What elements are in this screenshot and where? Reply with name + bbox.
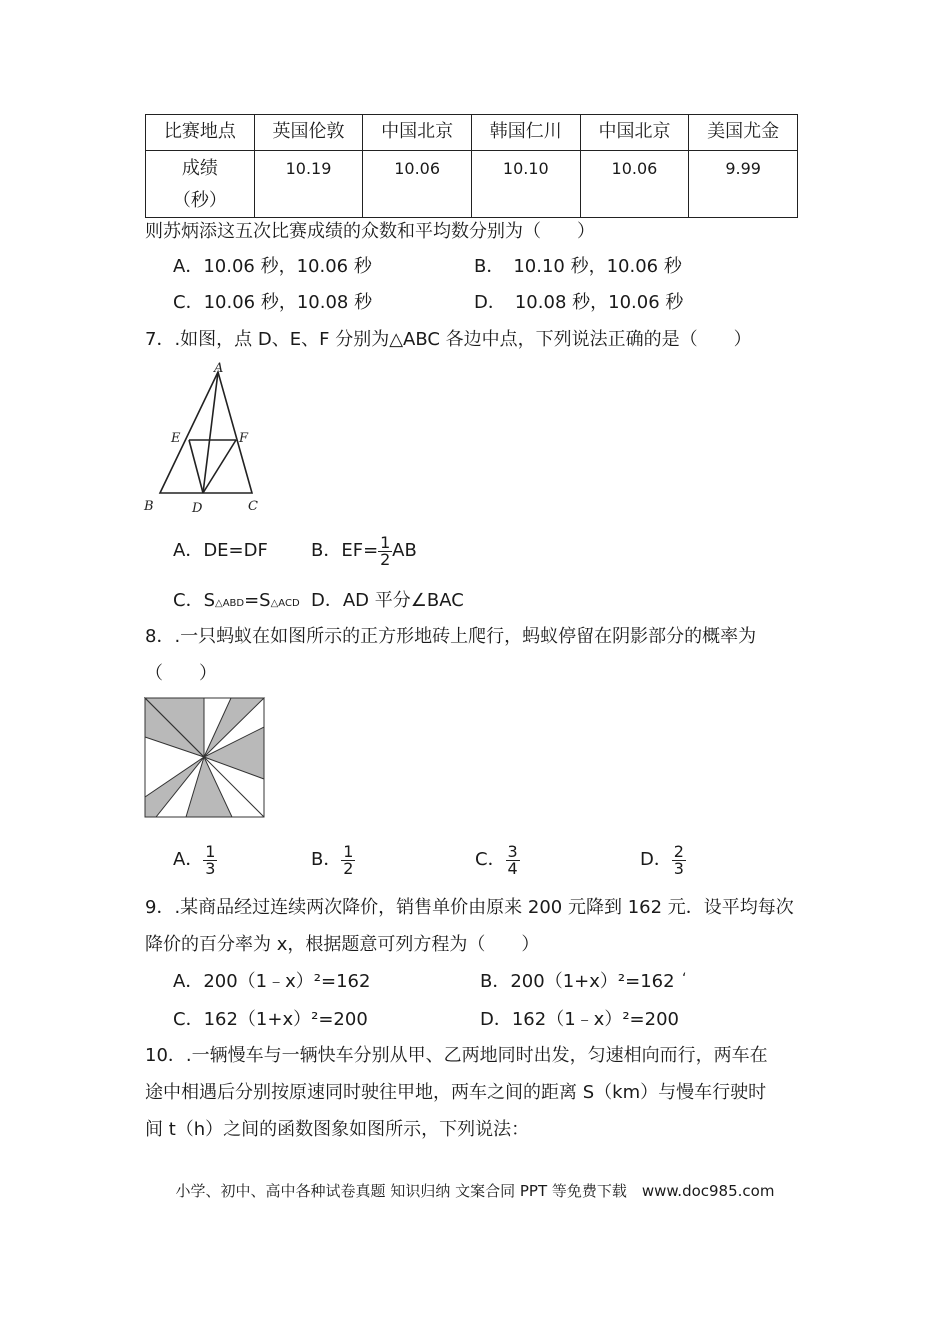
vertex-label-b: B xyxy=(144,499,154,514)
fraction: $\frac{3}{4}$ xyxy=(507,841,518,878)
q9-option-a[interactable]: A．200（1﹣x）²=162 xyxy=(173,971,371,992)
table-cell: 9.99 xyxy=(689,151,798,218)
q6-option-b[interactable]: B． 10.10 秒，10.06 秒 xyxy=(474,256,682,277)
q7-option-b[interactable]: B．EF= $\frac{1}{2}$ AB xyxy=(311,532,417,569)
q9-option-d[interactable]: D．162（1﹣x）²=200 xyxy=(480,1009,679,1030)
table-header-cell: 英国伦敦 xyxy=(254,115,363,151)
q8-option-d[interactable]: D． $\frac{2}{3}$ xyxy=(640,841,684,878)
q8-option-c[interactable]: C． $\frac{3}{4}$ xyxy=(475,841,518,878)
fraction: $\frac{1}{2}$ xyxy=(343,841,354,878)
table-cell: 10.06 xyxy=(363,151,472,218)
q9-option-c[interactable]: C．162（1+x）²=200 xyxy=(173,1009,368,1030)
q7-option-a[interactable]: A．DE=DF xyxy=(173,540,268,561)
table-header-cell: 美国尤金 xyxy=(689,115,798,151)
q6-option-d[interactable]: D． 10.08 秒，10.06 秒 xyxy=(474,292,684,313)
table-row-label: 成绩 （秒） xyxy=(146,151,255,218)
fraction: $\frac{1}{3}$ xyxy=(205,841,216,878)
q7-option-d[interactable]: D．AD 平分∠BAC xyxy=(311,590,464,611)
q10-line-3: 间 t（h）之间的函数图象如图所示，下列说法： xyxy=(145,1119,530,1140)
table-header-cell: 比赛地点 xyxy=(146,115,255,151)
triangle-figure xyxy=(140,360,270,518)
vertex-label-c: C xyxy=(248,499,258,514)
q6-stem: 则苏炳添这五次比赛成绩的众数和平均数分别为（ ） xyxy=(145,221,595,242)
q9-option-b[interactable]: B．200（1+x）²=162 xyxy=(480,971,675,992)
fraction: $\frac{2}{3}$ xyxy=(673,841,684,878)
q7-stem: 7．.如图，点 D、E、F 分别为△ABC 各边中点，下列说法正确的是（ ） xyxy=(145,329,752,350)
q8-option-a[interactable]: A． $\frac{1}{3}$ xyxy=(173,841,216,878)
q6-option-a[interactable]: A．10.06 秒，10.06 秒 xyxy=(173,256,372,277)
q10-line-1: 10．.一辆慢车与一辆快车分别从甲、乙两地同时出发，匀速相向而行，两车在 xyxy=(145,1045,768,1066)
page-footer: 小学、初中、高中各种试卷真题 知识归纳 文案合同 PPT 等免费下载 www.doc985.com xyxy=(175,1182,775,1200)
q8-option-b[interactable]: B． $\frac{1}{2}$ xyxy=(311,841,354,878)
vertex-label-f: F xyxy=(239,431,249,446)
fraction: $\frac{1}{2}$ xyxy=(380,532,391,569)
table-header-cell: 中国北京 xyxy=(363,115,472,151)
table-header-cell: 中国北京 xyxy=(580,115,689,151)
q8-paren: （ ） xyxy=(145,663,217,684)
q6-option-c[interactable]: C．10.06 秒，10.08 秒 xyxy=(173,292,373,313)
table-cell: 10.10 xyxy=(471,151,580,218)
q9-line-2: 降价的百分率为 x，根据题意可列方程为（ ） xyxy=(145,934,540,955)
score-table xyxy=(145,114,798,218)
table-cell: 10.19 xyxy=(254,151,363,218)
vertex-label-e: E xyxy=(171,431,181,446)
q8-stem: 8．.一只蚂蚁在如图所示的正方形地砖上爬行，蚂蚁停留在阴影部分的概率为 xyxy=(145,626,757,647)
q9-line-1: 9．.某商品经过连续两次降价，销售单价由原来 200 元降到 162 元．设平均每次 xyxy=(145,897,794,918)
vertex-label-a: A xyxy=(214,361,224,376)
q7-option-c[interactable]: C．S△ABD=S△ACD xyxy=(173,590,300,611)
table-cell: 10.06 xyxy=(580,151,689,218)
q10-line-2: 途中相遇后分别按原速同时驶往甲地，两车之间的距离 S（km）与慢车行驶时 xyxy=(145,1082,767,1103)
table-header-cell: 韩国仁川 xyxy=(471,115,580,151)
vertex-label-d: D xyxy=(192,501,203,516)
q9-stray-mark: ‘ xyxy=(682,971,687,987)
square-tile-figure xyxy=(144,697,266,819)
